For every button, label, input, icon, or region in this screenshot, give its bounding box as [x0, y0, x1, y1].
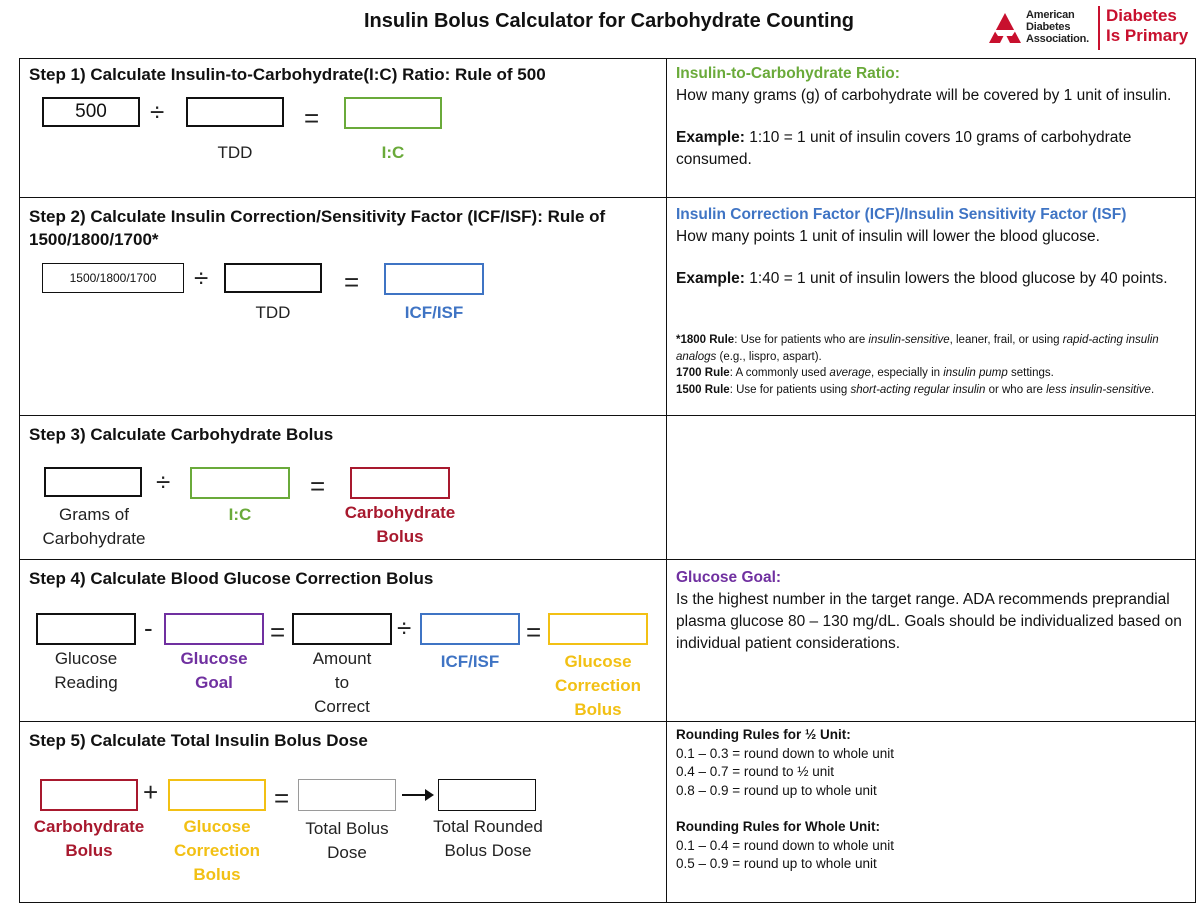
equals-sign: =: [310, 471, 326, 501]
equals-sign: =: [270, 617, 286, 647]
tdd-input[interactable]: [186, 97, 284, 127]
equals-sign: =: [304, 103, 320, 133]
carbohydrate-bolus-input[interactable]: [40, 779, 138, 811]
divide-sign: ÷: [150, 97, 165, 127]
tdd-input[interactable]: [224, 263, 322, 293]
rule-of-500-box: 500: [42, 97, 140, 127]
carbohydrate-bolus-result-box[interactable]: [350, 467, 450, 499]
amount-to-correct-box[interactable]: [292, 613, 392, 645]
step5-title: Step 5) Calculate Total Insulin Bolus Dose: [29, 731, 368, 750]
ada-logo: [986, 4, 1196, 50]
logo-divider: [1098, 6, 1100, 50]
step3-title: Step 3) Calculate Carbohydrate Bolus: [29, 425, 334, 444]
carbohydrate-bolus-label: Carbohydrate Bolus: [33, 817, 145, 860]
icf-isf-info: Insulin Correction Factor (ICF)/Insulin Sensitivity Factor (ISF) How many points 1 unit of insulin will lower the blood glucose. Example: 1:40 = 1 unit of insulin lowers the blood glucose by 40 points.: [676, 206, 1168, 287]
divide-sign: ÷: [397, 613, 412, 643]
arrow-right-icon: [402, 794, 432, 796]
glucose-correction-bolus-input[interactable]: [168, 779, 266, 811]
page-title: Insulin Bolus Calculator for Carbohydrate Counting: [363, 10, 855, 32]
amount-to-correct-label: Amount to Correct: [312, 649, 372, 716]
heart-flame-icon: [988, 12, 1022, 44]
step1-title: Step 1) Calculate Insulin-to-Carbohydrate(I:C) Ratio: Rule of 500: [29, 65, 546, 84]
glucose-reading-label: Glucose Reading: [54, 649, 118, 692]
grams-of-carbohydrate-label: Grams of Carbohydrate: [42, 505, 146, 548]
grams-of-carbohydrate-input[interactable]: [44, 467, 142, 497]
icf-isf-result-box[interactable]: [384, 263, 484, 295]
glucose-correction-bolus-label: Glucose Correction Bolus: [174, 817, 260, 884]
ic-label: I:C: [381, 143, 405, 162]
rounding-rules: Rounding Rules for ½ Unit: 0.1 – 0.3 = round down to whole unit 0.4 – 0.7 = round to ½ unit 0.8 – 0.9 = round up to whole unit Rounding Rules for Whole Unit: 0.1 – 0.4 = round down to whole unit 0.5 – 0.9 = round up to whole unit: [676, 727, 895, 871]
carbohydrate-bolus-label: Carbohydrate Bolus: [344, 503, 456, 546]
equals-sign: =: [344, 267, 360, 297]
ic-label: I:C: [228, 505, 252, 524]
step4-title: Step 4) Calculate Blood Glucose Correction Bolus: [29, 569, 434, 588]
total-bolus-dose-box[interactable]: [298, 779, 396, 811]
rule-notes: *1800 Rule: Use for patients who are insulin-sensitive, leaner, frail, or using rapid-acting insulin analogs (e.g., lispro, aspart). 1700 Rule: A commonly used average, especially in insulin pump settings. 1500 Rule: Use for patients using short-acting regular insulin or who are less insulin-sensitive.: [676, 334, 1159, 396]
row-divider: [20, 197, 1195, 198]
ada-wordmark: American Diabetes Association.: [1026, 9, 1090, 45]
glucose-reading-input[interactable]: [36, 613, 136, 645]
total-rounded-bolus-dose-label: Total Rounded Bolus Dose: [433, 817, 543, 860]
icf-isf-label: ICF/ISF: [440, 652, 500, 671]
ic-result-box[interactable]: [344, 97, 442, 129]
row-divider: [20, 415, 1195, 416]
rule-1500-1800-1700-box: 1500/1800/1700: [42, 263, 184, 293]
row-divider: [20, 559, 1195, 560]
glucose-goal-input[interactable]: [164, 613, 264, 645]
icf-isf-label: ICF/ISF: [404, 303, 464, 322]
column-divider: [666, 59, 667, 902]
glucose-correction-bolus-result-box[interactable]: [548, 613, 648, 645]
minus-sign: -: [144, 613, 153, 643]
tdd-label: TDD: [255, 303, 291, 322]
total-bolus-dose-label: Total Bolus Dose: [305, 819, 389, 862]
icf-isf-input[interactable]: [420, 613, 520, 645]
glucose-correction-bolus-label: Glucose Correction Bolus: [555, 652, 641, 719]
ic-input[interactable]: [190, 467, 290, 499]
equals-sign: =: [274, 783, 290, 813]
ic-info: Insulin-to-Carbohydrate Ratio: How many grams (g) of carbohydrate will be covered by 1 unit of insulin. Example: 1:10 = 1 unit of insulin covers 10 grams of carbohydrate consumed.: [676, 65, 1172, 168]
equals-sign: =: [526, 617, 542, 647]
plus-sign: +: [143, 777, 159, 807]
glucose-goal-info: Glucose Goal: Is the highest number in the target range. ADA recommends preprandial plasma glucose 80 – 130 mg/dL. Goals should be individualized based on individual patient considerations.: [676, 569, 1182, 652]
divide-sign: ÷: [194, 263, 209, 293]
step2-title: Step 2) Calculate Insulin Correction/Sensitivity Factor (ICF/ISF): Rule of 1500/1800/1700*: [29, 207, 606, 249]
glucose-goal-label: Glucose Goal: [180, 649, 248, 692]
total-rounded-bolus-dose-box[interactable]: [438, 779, 536, 811]
divide-sign: ÷: [156, 467, 171, 497]
tdd-label: TDD: [217, 143, 253, 162]
calculator-grid: [19, 58, 1196, 903]
diabetes-is-primary-wordmark: Diabetes Is Primary: [1106, 6, 1189, 45]
